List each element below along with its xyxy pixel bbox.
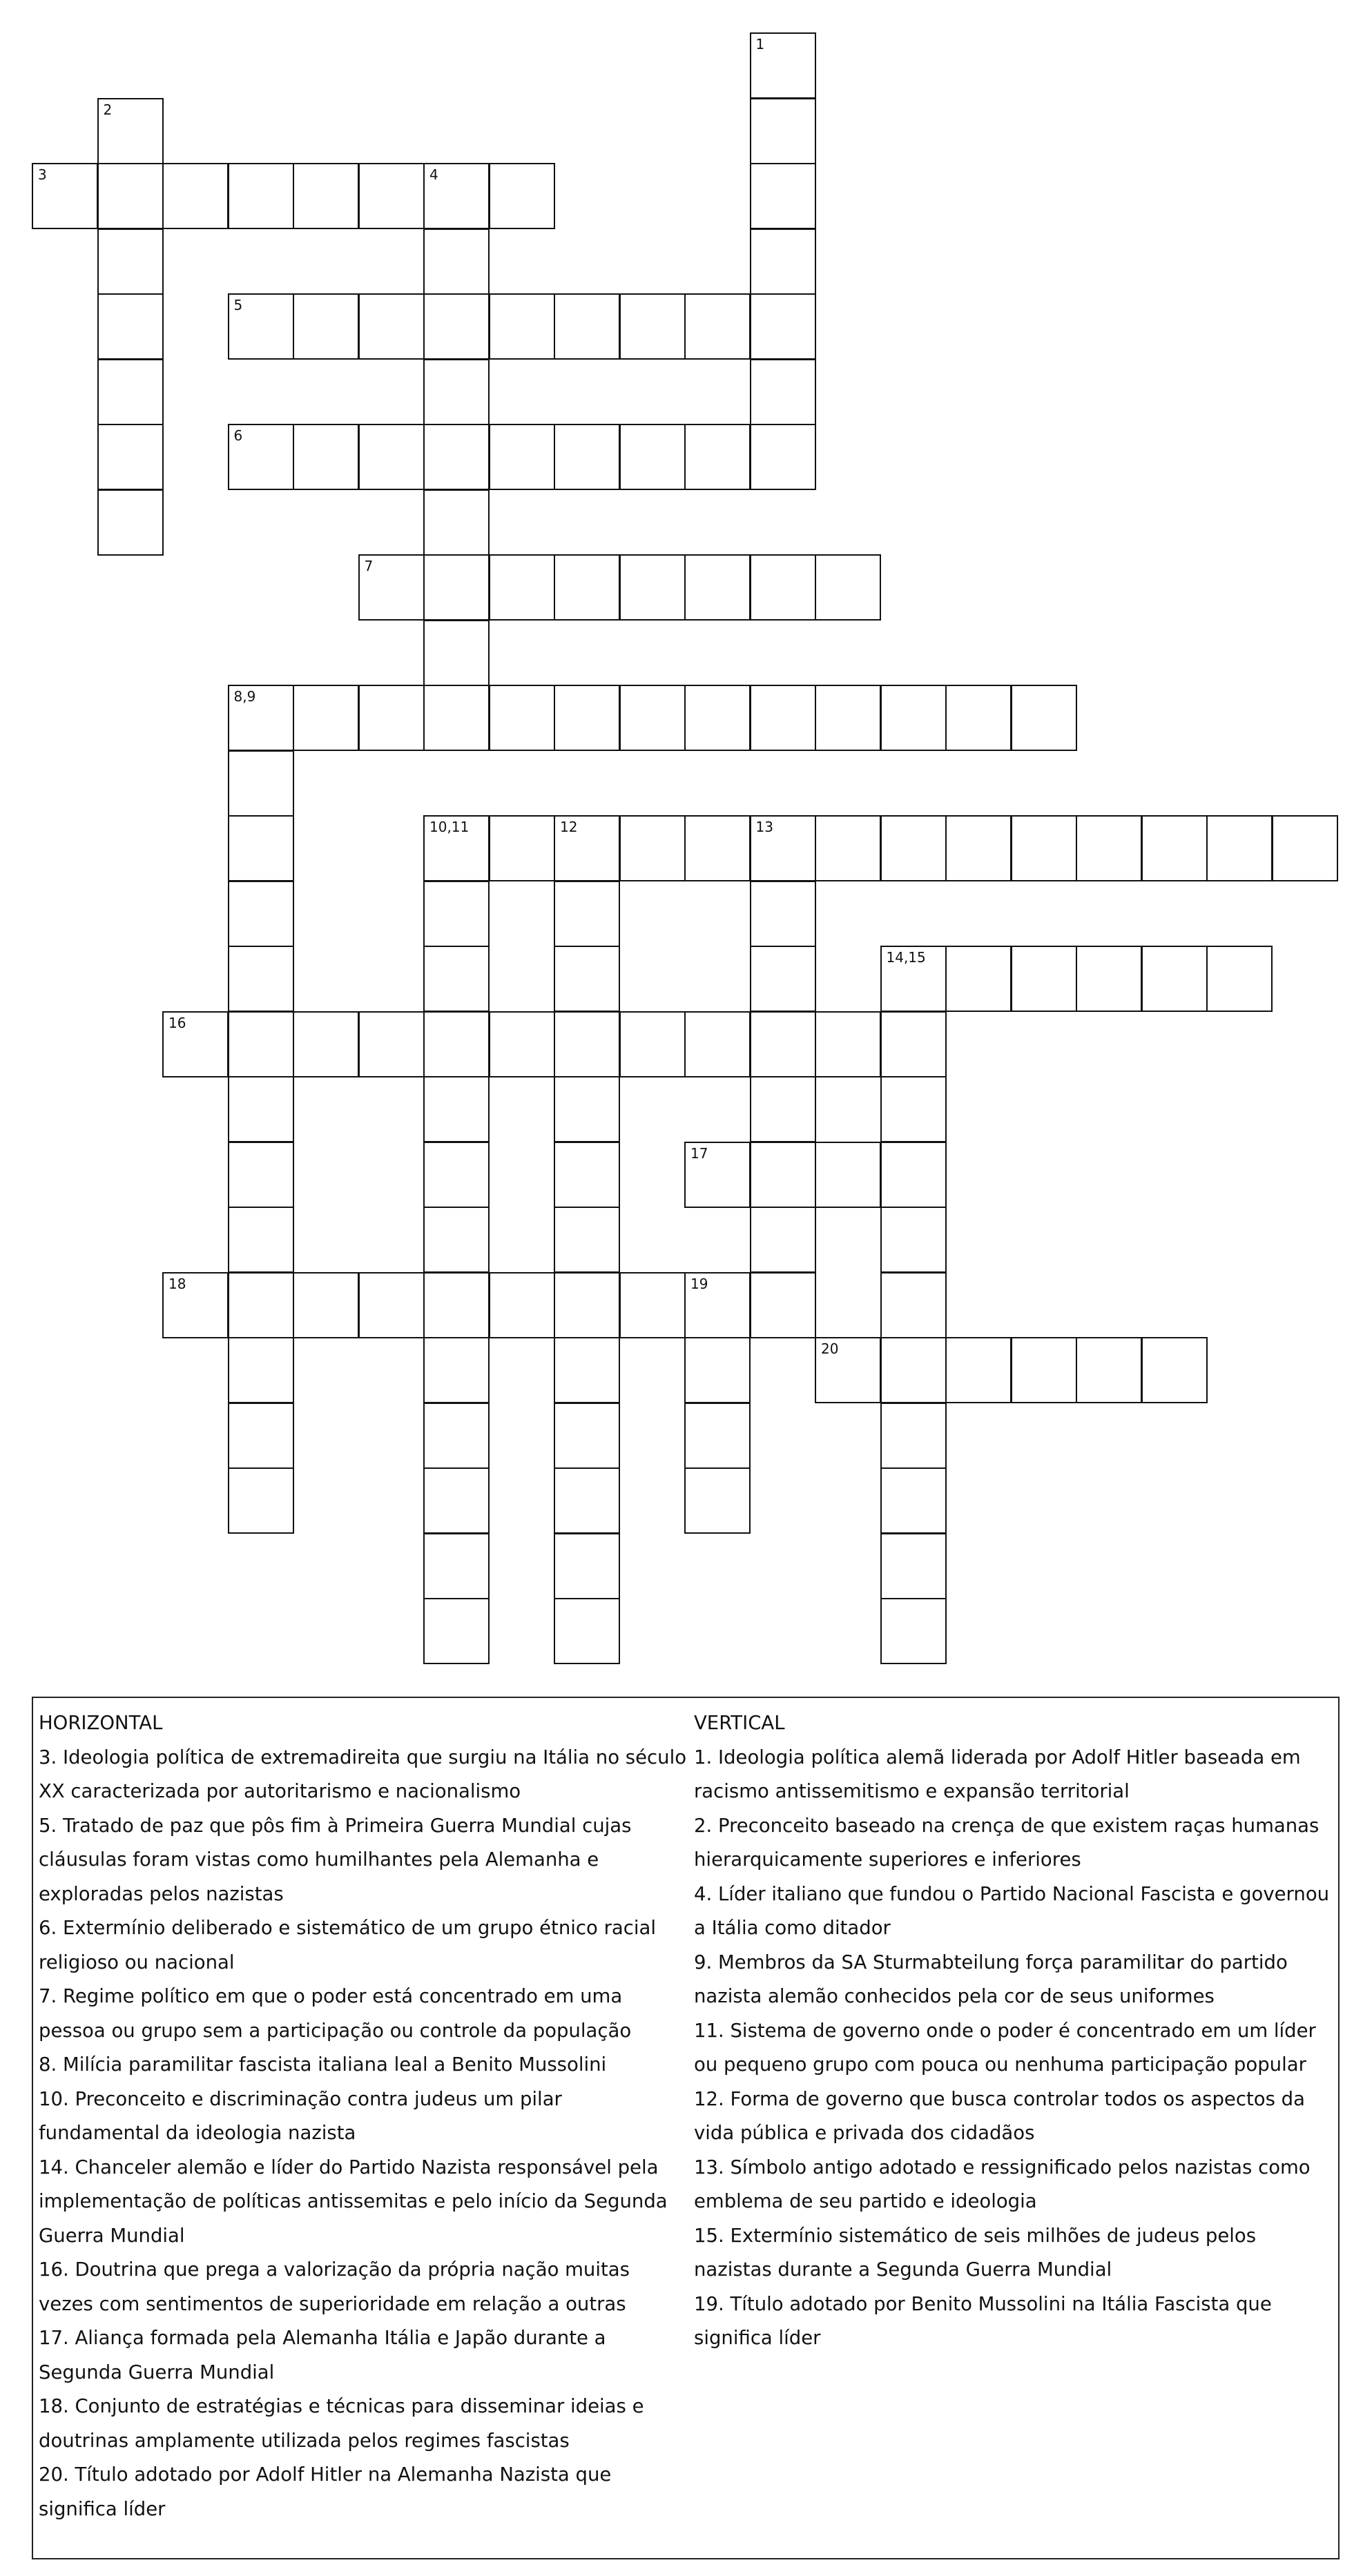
crossword-cell[interactable] xyxy=(423,554,490,621)
crossword-cell[interactable] xyxy=(162,1272,229,1338)
crossword-cell[interactable] xyxy=(750,163,816,229)
crossword-cell[interactable] xyxy=(684,1403,751,1469)
crossword-cell[interactable] xyxy=(880,1207,947,1273)
cell-number: 7 xyxy=(364,558,374,574)
cell-number: 18 xyxy=(168,1275,186,1292)
crossword-cell[interactable] xyxy=(489,1272,555,1338)
cell-number: 8,9 xyxy=(233,688,256,705)
cell-number: 10,11 xyxy=(429,819,470,835)
crossword-cell[interactable] xyxy=(228,293,294,360)
crossword-cell[interactable] xyxy=(1206,946,1273,1012)
crossword-cell[interactable] xyxy=(97,228,164,295)
crossword-cell[interactable] xyxy=(554,1598,620,1664)
crossword-cell[interactable] xyxy=(489,554,555,621)
crossword-cell[interactable] xyxy=(1011,815,1077,881)
crossword-cell[interactable] xyxy=(554,1403,620,1469)
crossword-cell[interactable] xyxy=(880,1598,947,1664)
crossword-cell[interactable] xyxy=(228,1011,294,1077)
crossword-cell[interactable] xyxy=(1141,1337,1208,1403)
crossword-cell[interactable] xyxy=(750,946,816,1012)
crossword-cell[interactable] xyxy=(750,359,816,425)
crossword-cell[interactable] xyxy=(684,1337,751,1403)
crossword-cell[interactable] xyxy=(423,1337,490,1403)
crossword-cell[interactable] xyxy=(228,750,294,817)
crossword-cell[interactable] xyxy=(97,98,164,164)
crossword-cell[interactable] xyxy=(815,815,881,881)
crossword-cell[interactable] xyxy=(554,554,620,621)
crossword-cell[interactable] xyxy=(619,554,686,621)
crossword-cell[interactable] xyxy=(1076,815,1142,881)
crossword-cell[interactable] xyxy=(880,815,947,881)
crossword-cell[interactable] xyxy=(1141,815,1208,881)
crossword-cell[interactable] xyxy=(228,1337,294,1403)
crossword-cell[interactable] xyxy=(554,1076,620,1142)
crossword-cell[interactable] xyxy=(684,424,751,490)
crossword-cell[interactable] xyxy=(489,685,555,751)
crossword-cell[interactable] xyxy=(228,163,294,229)
crossword-cell[interactable] xyxy=(684,1011,751,1077)
crossword-cell[interactable] xyxy=(423,163,490,229)
clue-down-9: 9. Membros da SA Sturmabteilung força paramilitar do partido nazista alemão conhecidos pela cor de seus uniformes xyxy=(694,1951,1288,2007)
crossword-cell[interactable] xyxy=(358,1011,425,1077)
cell-number: 13 xyxy=(755,819,773,835)
crossword-cell[interactable] xyxy=(945,685,1012,751)
cell-number: 5 xyxy=(233,297,243,313)
clue-down-1: 1. Ideologia política alemã liderada por Adolf Hitler baseada em racismo antissemitismo e expansão territorial xyxy=(694,1746,1301,1802)
crossword-cell[interactable] xyxy=(1011,1337,1077,1403)
clue-across-14: 14. Chanceler alemão e líder do Partido Nazista responsável pela implementação de políticas antissemitas e pelo início da Segunda Guerra Mundial xyxy=(39,2156,668,2247)
crossword-cell[interactable] xyxy=(554,1272,620,1338)
crossword-cell[interactable] xyxy=(489,1011,555,1077)
clue-across-16: 16. Doutrina que prega a valorização da própria nação muitas vezes com sentimentos de superioridade em relação a outras xyxy=(39,2258,630,2315)
clue-across-7: 7. Regime político em que o poder está concentrado em uma pessoa ou grupo sem a participação ou controle da população xyxy=(39,1985,632,2042)
crossword-cell[interactable] xyxy=(423,359,490,425)
crossword-cell[interactable] xyxy=(554,424,620,490)
crossword-cell[interactable] xyxy=(1011,685,1077,751)
clues-box xyxy=(32,1697,1340,2559)
clue-across-10: 10. Preconceito e discriminação contra judeus um pilar fundamental da ideologia nazista xyxy=(39,2087,562,2144)
clue-down-2: 2. Preconceito baseado na crença de que existem raças humanas hierarquicamente superiores e inferiores xyxy=(694,1814,1320,1871)
crossword-cell[interactable] xyxy=(358,1272,425,1338)
crossword-cell[interactable] xyxy=(554,1142,620,1208)
crossword-cell[interactable] xyxy=(815,1142,881,1208)
crossword-cell[interactable] xyxy=(358,424,425,490)
crossword-cell[interactable] xyxy=(880,1533,947,1599)
crossword-cell[interactable] xyxy=(423,1076,490,1142)
crossword-cell[interactable] xyxy=(358,554,425,621)
crossword-cell[interactable] xyxy=(750,1142,816,1208)
crossword-cell[interactable] xyxy=(228,1272,294,1338)
crossword-cell[interactable] xyxy=(619,293,686,360)
crossword-cell[interactable] xyxy=(97,424,164,490)
clue-across-17: 17. Aliança formada pela Alemanha Itália e Japão durante a Segunda Guerra Mundial xyxy=(39,2327,606,2383)
horizontal-clues-column xyxy=(39,1706,688,2526)
crossword-cell[interactable] xyxy=(619,1272,686,1338)
crossword-cell[interactable] xyxy=(228,881,294,947)
crossword-cell[interactable] xyxy=(162,1011,229,1077)
clue-down-12: 12. Forma de governo que busca controlar todos os aspectos da vida pública e privada dos cidadãos xyxy=(694,2087,1305,2144)
crossword-cell[interactable] xyxy=(619,1011,686,1077)
crossword-cell[interactable] xyxy=(1076,1337,1142,1403)
crossword-cell[interactable] xyxy=(293,1272,359,1338)
cell-number: 17 xyxy=(690,1144,708,1162)
crossword-cell[interactable] xyxy=(750,32,816,99)
crossword-cell[interactable] xyxy=(228,815,294,881)
crossword-cell[interactable] xyxy=(228,1207,294,1273)
crossword-cell[interactable] xyxy=(162,163,229,229)
crossword-cell[interactable] xyxy=(293,293,359,360)
crossword-cell[interactable] xyxy=(815,685,881,751)
crossword-cell[interactable] xyxy=(815,1011,881,1077)
crossword-cell[interactable] xyxy=(293,1011,359,1077)
cell-number: 19 xyxy=(690,1275,708,1292)
crossword-cell[interactable] xyxy=(228,1076,294,1142)
crossword-cell[interactable] xyxy=(423,1403,490,1469)
crossword-cell[interactable] xyxy=(423,1207,490,1273)
crossword-cell[interactable] xyxy=(880,1337,947,1403)
clue-down-19: 19. Título adotado por Benito Mussolini na Itália Fascista que significa líder xyxy=(694,2292,1272,2349)
crossword-cell[interactable] xyxy=(423,228,490,295)
crossword-cell[interactable] xyxy=(554,1207,620,1273)
crossword-cell[interactable] xyxy=(228,424,294,490)
crossword-cell[interactable] xyxy=(423,620,490,686)
crossword-cell[interactable] xyxy=(293,424,359,490)
crossword-cell[interactable] xyxy=(880,1403,947,1469)
crossword-cell[interactable] xyxy=(750,228,816,295)
crossword-cell[interactable] xyxy=(554,685,620,751)
crossword-cell[interactable] xyxy=(358,293,425,360)
crossword-cell[interactable] xyxy=(423,1142,490,1208)
crossword-cell[interactable] xyxy=(554,881,620,947)
crossword-cell[interactable] xyxy=(750,98,816,164)
clue-across-20: 20. Título adotado por Adolf Hitler na Alemanha Nazista que significa líder xyxy=(39,2463,612,2520)
crossword-cell[interactable] xyxy=(684,815,751,881)
crossword-cell[interactable] xyxy=(423,293,490,360)
crossword-cell[interactable] xyxy=(619,424,686,490)
crossword-cell[interactable] xyxy=(489,163,555,229)
crossword-cell[interactable] xyxy=(880,685,947,751)
crossword-cell[interactable] xyxy=(750,1272,816,1338)
crossword-cell[interactable] xyxy=(489,424,555,490)
crossword-cell[interactable] xyxy=(423,1011,490,1077)
crossword-cell[interactable] xyxy=(293,163,359,229)
cell-number: 4 xyxy=(429,166,438,183)
clue-across-5: 5. Tratado de paz que pôs fim à Primeira Guerra Mundial cujas cláusulas foram vistas como humilhantes pela Alemanha e exploradas pelos nazistas xyxy=(39,1814,632,1905)
crossword-cell[interactable] xyxy=(554,1337,620,1403)
crossword-cell[interactable] xyxy=(1141,946,1208,1012)
clue-across-18: 18. Conjunto de estratégias e técnicas para disseminar ideias e doutrinas amplamente utilizada pelos regimes fascistas xyxy=(39,2395,644,2452)
crossword-cell[interactable] xyxy=(1206,815,1273,881)
crossword-cell[interactable] xyxy=(554,815,620,881)
crossword-cell[interactable] xyxy=(554,946,620,1012)
crossword-cell[interactable] xyxy=(945,1337,1012,1403)
crossword-cell[interactable] xyxy=(619,815,686,881)
clue-across-3: 3. Ideologia política de extremadireita que surgiu na Itália no século XX caracterizada por autoritarismo e nacionalismo xyxy=(39,1746,687,1802)
cell-number: 20 xyxy=(821,1340,839,1357)
cell-number: 3 xyxy=(38,166,47,183)
cell-number: 2 xyxy=(103,101,113,118)
crossword-cell[interactable] xyxy=(554,1533,620,1599)
crossword-cell[interactable] xyxy=(423,1467,490,1534)
crossword-cell[interactable] xyxy=(750,554,816,621)
clue-across-8: 8. Milícia paramilitar fascista italiana leal a Benito Mussolini xyxy=(39,2053,607,2076)
crossword-cell[interactable] xyxy=(684,293,751,360)
clue-down-11: 11. Sistema de governo onde o poder é concentrado em um líder ou pequeno grupo com pouca ou nenhuma participação popular xyxy=(694,2019,1316,2076)
crossword-cell[interactable] xyxy=(750,1076,816,1142)
crossword-cell[interactable] xyxy=(554,293,620,360)
crossword-cell[interactable] xyxy=(684,685,751,751)
crossword-cell[interactable] xyxy=(880,1272,947,1338)
crossword-cell[interactable] xyxy=(750,293,816,360)
cell-number: 16 xyxy=(168,1014,186,1031)
crossword-cell[interactable] xyxy=(423,489,490,556)
crossword-cell[interactable] xyxy=(97,489,164,556)
cell-number: 1 xyxy=(755,36,765,52)
crossword-cell[interactable] xyxy=(750,1011,816,1077)
crossword-cell[interactable] xyxy=(880,1142,947,1208)
crossword-cell[interactable] xyxy=(750,815,816,881)
crossword-cell[interactable] xyxy=(684,1467,751,1534)
crossword-cell[interactable] xyxy=(684,554,751,621)
crossword-cell[interactable] xyxy=(97,163,164,229)
crossword-cell[interactable] xyxy=(423,881,490,947)
crossword-cell[interactable] xyxy=(228,685,294,751)
crossword-cell[interactable] xyxy=(423,1533,490,1599)
crossword-cell[interactable] xyxy=(489,815,555,881)
cell-number: 6 xyxy=(233,427,243,444)
crossword-cell[interactable] xyxy=(750,685,816,751)
crossword-cell[interactable] xyxy=(228,1467,294,1534)
crossword-cell[interactable] xyxy=(423,946,490,1012)
crossword-cell[interactable] xyxy=(880,946,947,1012)
crossword-cell[interactable] xyxy=(97,359,164,425)
crossword-cell[interactable] xyxy=(423,685,490,751)
crossword-cell[interactable] xyxy=(97,293,164,360)
crossword-cell[interactable] xyxy=(815,554,881,621)
crossword-cell[interactable] xyxy=(358,685,425,751)
horizontal-heading: HORIZONTAL xyxy=(39,1712,163,1734)
crossword-cell[interactable] xyxy=(1011,946,1077,1012)
crossword-cell[interactable] xyxy=(619,685,686,751)
crossword-cell[interactable] xyxy=(684,1142,751,1208)
vertical-heading: VERTICAL xyxy=(694,1712,785,1734)
crossword-cell[interactable] xyxy=(750,1207,816,1273)
vertical-clues-column xyxy=(694,1706,1336,2356)
crossword-cell[interactable] xyxy=(554,1011,620,1077)
crossword-cell[interactable] xyxy=(228,946,294,1012)
crossword-cell[interactable] xyxy=(945,815,1012,881)
crossword-cell[interactable] xyxy=(945,946,1012,1012)
clue-down-4: 4. Líder italiano que fundou o Partido Nacional Fascista e governou a Itália como ditador xyxy=(694,1882,1330,1939)
crossword-cell[interactable] xyxy=(880,1076,947,1142)
crossword-cell[interactable] xyxy=(880,1011,947,1077)
crossword-cell[interactable] xyxy=(228,1403,294,1469)
crossword-cell[interactable] xyxy=(554,1467,620,1534)
crossword-cell[interactable] xyxy=(423,815,490,881)
crossword-cell[interactable] xyxy=(684,1272,751,1338)
crossword-cell[interactable] xyxy=(293,685,359,751)
crossword-cell[interactable] xyxy=(423,424,490,490)
crossword-cell[interactable] xyxy=(1076,946,1142,1012)
crossword-cell[interactable] xyxy=(228,1142,294,1208)
cell-number: 14,15 xyxy=(886,949,926,966)
crossword-cell[interactable] xyxy=(750,881,816,947)
crossword-cell[interactable] xyxy=(880,1467,947,1534)
cell-number: 12 xyxy=(560,819,578,835)
crossword-cell[interactable] xyxy=(489,293,555,360)
crossword-cell[interactable] xyxy=(423,1598,490,1664)
clue-across-6: 6. Extermínio deliberado e sistemático de um grupo étnico racial religioso ou nacional xyxy=(39,1917,656,1973)
crossword-cell[interactable] xyxy=(1272,815,1338,881)
crossword-cell[interactable] xyxy=(32,163,98,229)
crossword-cell[interactable] xyxy=(358,163,425,229)
crossword-cell[interactable] xyxy=(815,1337,881,1403)
crossword-cell[interactable] xyxy=(750,424,816,490)
clue-down-13: 13. Símbolo antigo adotado e ressignificado pelos nazistas como emblema de seu partido e ideologia xyxy=(694,2156,1311,2212)
clue-down-15: 15. Extermínio sistemático de seis milhões de judeus pelos nazistas durante a Segunda Guerra Mundial xyxy=(694,2224,1257,2281)
crossword-cell[interactable] xyxy=(423,1272,490,1338)
